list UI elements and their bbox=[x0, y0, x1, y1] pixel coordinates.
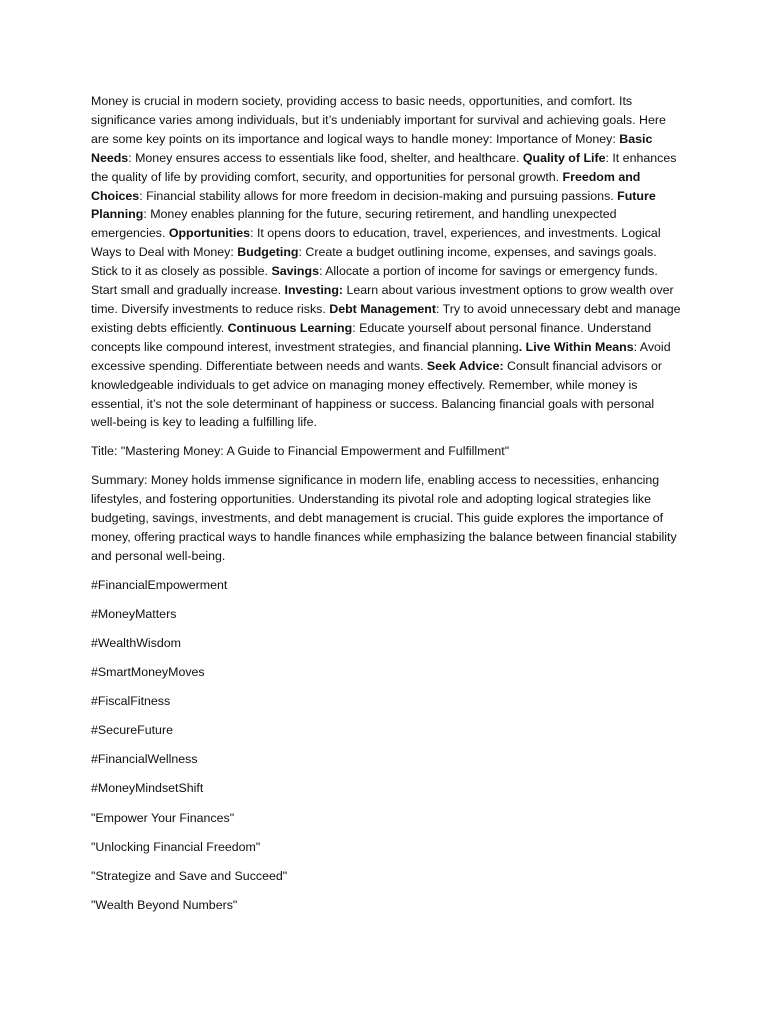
point-term: Future Planning bbox=[91, 188, 656, 222]
hashtag: #FinancialWellness bbox=[91, 752, 198, 767]
intro-lead: Money is crucial in modern society, providing access to basic needs, opportunities, and comfort. Its significance varies among individuals, but it’s undeniably important for survival and achieving goals. Here are some key points on its importance and logical ways to handle money: Importance of Money: bbox=[91, 94, 666, 146]
point-text: Consult financial advisors or knowledgeable individuals to get advice on managing money effectively. Remember, while money is essential, it’s not the sole determinant of happiness or success. Balancing financial goals with personal well-being is key to leading a fulfilling life. bbox=[91, 358, 663, 430]
point-text: : Avoid excessive spending. Differentiate between needs and wants. bbox=[91, 339, 671, 373]
point-term: Investing: bbox=[284, 283, 344, 298]
point-term: Quality of Life bbox=[522, 150, 606, 165]
summary-paragraph: Summary: Money holds immense significance in modern life, enabling access to necessities, enhancing lifestyles, and fostering opportunities. Understanding its pivotal role and adopting logical strategies like budgeting, savings, investments, and debt management is crucial. This guide explores the importance of money, offering practical ways to handle finances while emphasizing the balance between financial stability and personal well-being. bbox=[91, 473, 677, 563]
tagline: "Wealth Beyond Numbers" bbox=[91, 897, 238, 912]
point-text: : Allocate a portion of income for savings or emergency funds. Start small and gradually increase. bbox=[91, 264, 658, 298]
point-text: : Financial stability allows for more freedom in decision-making and pursuing passions. bbox=[139, 188, 618, 203]
point-term: Savings bbox=[271, 264, 319, 279]
document-page bbox=[91, 92, 681, 925]
point-text: Learn about various investment options to grow wealth over time. Diversify investments to reduce risks. bbox=[91, 283, 674, 316]
point-term: Basic Needs bbox=[91, 131, 653, 165]
point-text: : Money enables planning for the future, securing retirement, and handling unexpected emergencies. bbox=[91, 207, 617, 241]
point-term: Opportunities bbox=[168, 226, 251, 241]
point-term: Seek Advice: bbox=[426, 358, 504, 373]
hashtag: #FiscalFitness bbox=[91, 694, 171, 709]
point-term: Debt Management bbox=[329, 301, 436, 316]
point-term: Freedom and Choices bbox=[91, 169, 641, 203]
tagline: "Strategize and Save and Succeed" bbox=[91, 868, 288, 883]
point-text: : Create a budget outlining income, expenses, and savings goals. Stick to it as closely as possible. bbox=[91, 245, 657, 279]
point-term: . Live Within Means bbox=[518, 339, 634, 354]
point-text: : It opens doors to education, travel, experiences, and investments. Logical Ways to Deal with Money: bbox=[91, 226, 661, 260]
point-text: : Money ensures access to essentials like food, shelter, and healthcare. bbox=[128, 150, 523, 165]
tagline: "Unlocking Financial Freedom" bbox=[91, 839, 261, 854]
hashtag: #MoneyMindsetShift bbox=[91, 781, 204, 796]
tagline: "Empower Your Finances" bbox=[91, 810, 235, 825]
hashtag: #SmartMoneyMoves bbox=[91, 665, 205, 680]
hashtag: #FinancialEmpowerment bbox=[91, 577, 228, 592]
title-line: Title: "Mastering Money: A Guide to Financial Empowerment and Fulfillment" bbox=[91, 444, 510, 459]
intro-paragraph bbox=[91, 92, 681, 432]
hashtag: #WealthWisdom bbox=[91, 635, 181, 650]
point-term: Budgeting bbox=[237, 245, 299, 260]
point-text: : Try to avoid unnecessary debt and manage existing debts efficiently. bbox=[91, 301, 681, 335]
hashtag: #MoneyMatters bbox=[91, 606, 177, 621]
hashtag: #SecureFuture bbox=[91, 723, 173, 738]
point-text: : Educate yourself about personal finance. Understand concepts like compound interest, investment strategies, and financial planning bbox=[91, 320, 652, 354]
point-term: Continuous Learning bbox=[227, 320, 353, 335]
point-text: : It enhances the quality of life by providing comfort, security, and opportunities for personal growth. bbox=[91, 150, 677, 184]
